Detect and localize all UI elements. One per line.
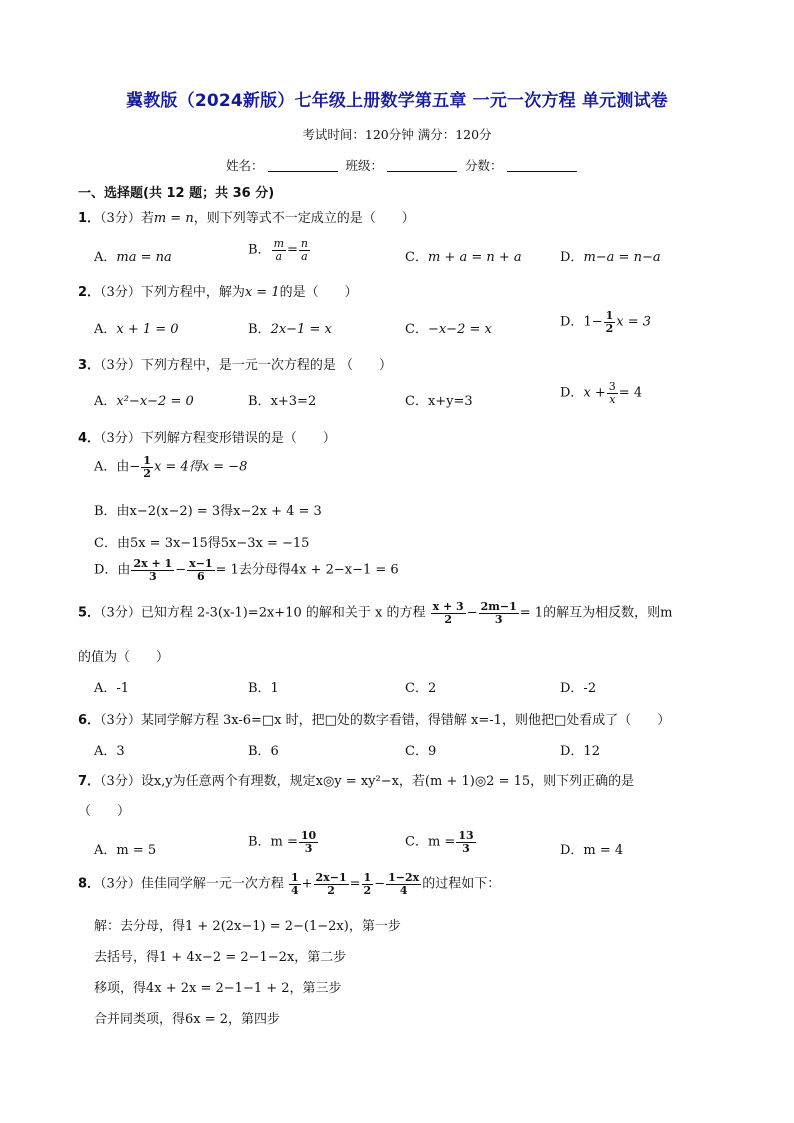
question-7-line2: （ ）: [78, 804, 131, 819]
q8-step-4: 合并同类项，得6x = 2，第四步: [94, 1012, 281, 1027]
question-3: 3．（3分）下列方程中，是一元一次方程的是 （ ）: [78, 358, 392, 373]
question-2: 2．（3分）下列方程中，解为x = 1的是（ ）: [78, 285, 358, 300]
score-blank[interactable]: [507, 158, 577, 172]
q4-option-a[interactable]: A．由− $\frac{1}{2}$ x = 4得x = −8: [94, 454, 248, 480]
q6-option-d[interactable]: D．12: [560, 744, 600, 759]
name-blank[interactable]: [268, 158, 338, 172]
q3-option-d[interactable]: D．x + $\frac{3}{x}$ = 4: [560, 380, 643, 406]
q6-option-a[interactable]: A．3: [94, 744, 125, 759]
q5-option-c[interactable]: C．2: [405, 681, 437, 696]
q1-option-d[interactable]: D．m−a = n−a: [560, 250, 661, 265]
q2-option-d[interactable]: D．1− $\frac{1}{2}$ x = 3: [560, 309, 652, 335]
q1-option-c[interactable]: C．m + a = n + a: [405, 250, 522, 265]
q4-option-d[interactable]: D．由 $\frac{2x + 1}{3}$ − $\frac{x-1}{6}$ = 1去分母得4x + 2−x−1 = 6: [94, 557, 399, 583]
q7-option-d[interactable]: D．m = 4: [560, 843, 624, 858]
class-label: 班级：: [345, 158, 384, 173]
q7-option-a[interactable]: A．m = 5: [94, 843, 157, 858]
student-info-line: [226, 156, 581, 174]
q5-option-b[interactable]: B．1: [248, 681, 279, 696]
score-label: 分数：: [465, 158, 503, 173]
q6-option-b[interactable]: B．6: [248, 744, 279, 759]
q3-option-b[interactable]: B．x+3=2: [248, 394, 317, 409]
question-5: 5．（3分）已知方程 2-3(x-1)=2x+10 的解和关于 x 的方程 $\frac{x + 3}{2}$ − $\frac{2m-1}{3}$ = 1的解互为相反数，则m: [78, 600, 673, 626]
q4-option-c[interactable]: C．由5x = 3x−15得5x−3x = −15: [94, 536, 310, 551]
q2-option-c[interactable]: C．−x−2 = x: [405, 322, 492, 337]
q8-step-1: 解：去分母，得1 + 2(2x−1) = 2−(1−2x)，第一步: [94, 919, 401, 934]
q8-step-2: 去括号，得1 + 4x−2 = 2−1−2x，第二步: [94, 950, 347, 965]
question-8: 8．（3分）佳佳同学解一元一次方程 $\frac{1}{4}$ + $\frac{2x-1}{2}$ = $\frac{1}{2}$ − $\frac{1-2x}{4}$ 的过程如下：: [78, 871, 501, 897]
q3-option-c[interactable]: C．x+y=3: [405, 394, 473, 409]
q1-option-a[interactable]: A．ma = na: [94, 250, 172, 265]
q3-option-a[interactable]: A．x²−x−2 = 0: [94, 394, 194, 409]
question-4: 4．（3分）下列解方程变形错误的是（ ）: [78, 431, 336, 446]
q8-step-3: 移项，得4x + 2x = 2−1−1 + 2，第三步: [94, 981, 342, 996]
question-7: 7．（3分）设x,y为任意两个有理数，规定x◎y = xy²−x，若(m + 1)◎2 = 15，则下列正确的是: [78, 774, 635, 789]
question-1: 1．（3分）若m = n，则下列等式不一定成立的是（ ）: [78, 211, 415, 226]
q7-option-c[interactable]: C．m = $\frac{13}{3}$: [405, 829, 474, 855]
class-blank[interactable]: [387, 158, 457, 172]
q7-option-b[interactable]: B．m = $\frac{10}{3}$: [248, 829, 317, 855]
q6-option-c[interactable]: C．9: [405, 744, 437, 759]
q5-option-a[interactable]: A．-1: [94, 681, 130, 696]
name-label: 姓名：: [226, 158, 264, 173]
question-5-line2: 的值为（ ）: [78, 650, 170, 665]
question-6: 6．（3分）某同学解方程 3x-6=□x 时，把□处的数字看错，得错解 x=-1，则他把□处看成了（ ）: [78, 713, 671, 728]
q1-option-b[interactable]: B． $\frac{m}{a}$ = $\frac{n}{a}$: [248, 237, 308, 263]
q2-option-b[interactable]: B．2x−1 = x: [248, 322, 332, 337]
q4-option-b[interactable]: B．由x−2(x−2) = 3得x−2x + 4 = 3: [94, 504, 322, 519]
section-heading: 一、选择题(共 12 题；共 36 分): [78, 186, 275, 201]
q5-option-d[interactable]: D．-2: [560, 681, 597, 696]
q2-option-a[interactable]: A．x + 1 = 0: [94, 322, 179, 337]
page-title: 冀教版（2024新版）七年级上册数学第五章 一元一次方程 单元测试卷: [126, 91, 668, 111]
exam-meta: 考试时间：120分钟 满分：120分: [302, 127, 492, 142]
